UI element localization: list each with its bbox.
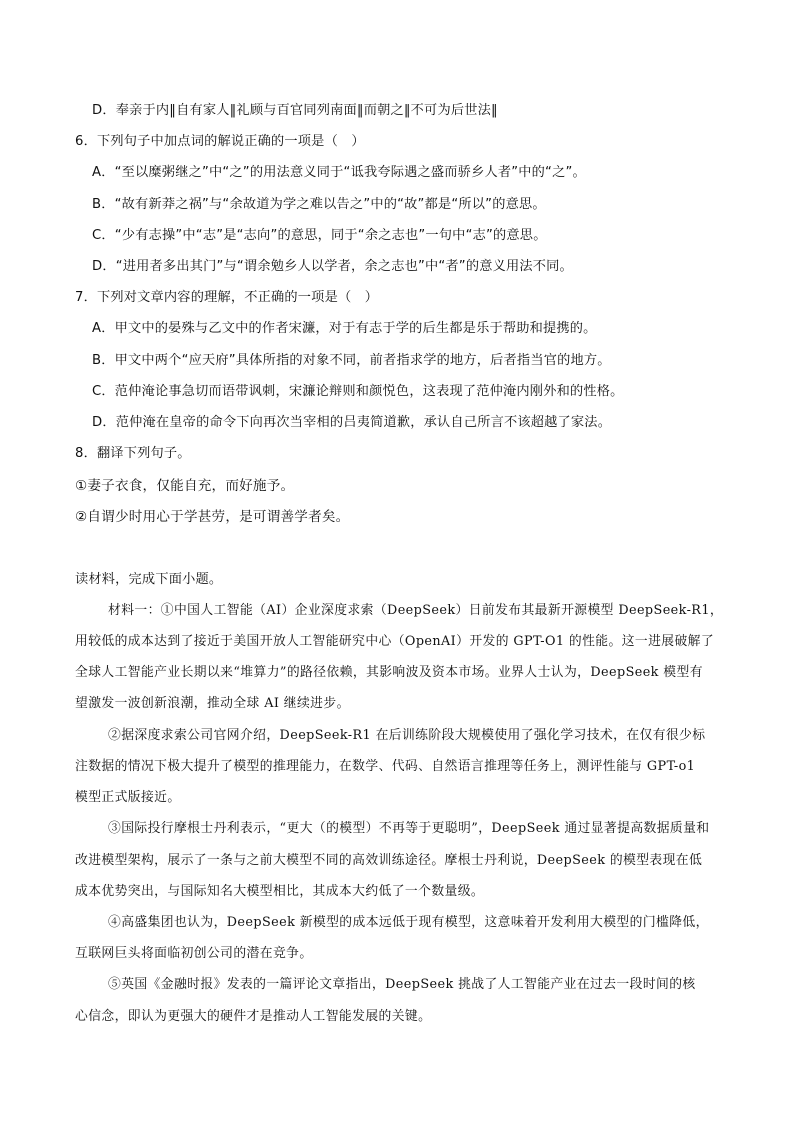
material-p2-line-3: 模型正式版接近。 [75, 790, 181, 805]
material-p3-line-2: 改进模型架构，展示了一条与之前大模型不同的高效训练途径。摩根士丹利说，DeepSeek 的模型表现在低 [75, 853, 703, 868]
question-7-option-d: D．范仲淹在皇帝的命令下向再次当宰相的吕夷简道歉，承认自己所言不该超越了家法。 [92, 415, 612, 430]
material-p3-line-1: ③国际投行摩根士丹利表示，“更大（的模型）不再等于更聪明”，DeepSeek 通过显著提高数据质量和 [108, 821, 710, 836]
material-p1-line-3: 全球人工智能产业长期以来“堆算力”的路径依赖，其影响波及资本市场。业界人士认为，DeepSeek 模型有 [75, 665, 703, 680]
question-7-option-a: A．甲文中的晏殊与乙文中的作者宋濂，对于有志于学的后生都是乐于帮助和提携的。 [92, 321, 597, 336]
material-p4-line-1: ④高盛集团也认为，DeepSeek 新模型的成本远低于现有模型，这意味着开发利用大模型的门槛降低， [108, 915, 709, 930]
question-7-option-b: B．甲文中两个“应天府”具体所指的对象不同，前者指求学的地方，后者指当官的地方。 [92, 353, 611, 368]
translation-item-2: ②自谓少时用心于学甚劳，是可谓善学者矣。 [75, 509, 350, 525]
material-p1-line-1: 材料一：①中国人工智能（AI）企业深度求索（DeepSeek）日前发布其最新开源模型 DeepSeek-R1， [108, 603, 724, 618]
material-p1-line-2: 用较低的成本达到了接近于美国开放人工智能研究中心（OpenAI）开发的 GPT-O1 的性能。这一进展破解了 [75, 634, 715, 649]
material-p2-line-1: ②据深度求索公司官网介绍，DeepSeek-R1 在后训练阶段大规模使用了强化学习技术，在仅有很少标 [108, 728, 706, 743]
question-8-stem: 8．翻译下列句子。 [75, 446, 191, 461]
material-p2-line-2: 注数据的情况下极大提升了模型的推理能力，在数学、代码、自然语言推理等任务上，测评性能与 GPT-o1 [75, 759, 696, 774]
question-7-option-c: C．范仲淹论事急切而语带讽刺，宋濂论辩则和颜悦色，这表现了范仲淹内刚外和的性格。 [92, 384, 624, 399]
material-p4-line-2: 互联网巨头将面临初创公司的潜在竞争。 [75, 946, 313, 961]
previous-question-option-d: D．奉亲于内‖自有家人‖礼顾与百官同列南面‖而朝之‖不可为后世法‖ [92, 103, 498, 118]
material-p3-line-3: 成本优势突出，与国际知名大模型相比，其成本大约低了一个数量级。 [75, 884, 485, 899]
question-6-option-c: C．“少有志操”中“志”是“志向”的意思，同于“余之志也”一句中“志”的意思。 [92, 228, 547, 243]
material-p1-line-4: 望激发一波创新浪潮，推动全球 AI 继续进步。 [75, 696, 350, 711]
material-p5-line-1: ⑤英国《金融时报》发表的一篇评论文章指出，DeepSeek 挑战了人工智能产业在过去一段时间的核 [108, 977, 696, 992]
question-6-option-b: B．“故有新莽之祸”与“余故道为学之难以告之”中的“故”都是“所以”的意思。 [92, 197, 546, 212]
translation-item-1: ①妻子衣食，仅能自充，而好施予。 [75, 478, 295, 494]
reading-intro: 读材料，完成下面小题。 [75, 572, 223, 587]
question-7-stem: 7．下列对文章内容的理解，不正确的一项是（ ） [75, 290, 379, 305]
question-6-option-a: A．“至以糜粥继之”中“之”的用法意义同于“诋我夸际遇之盛而骄乡人者”中的“之”。 [92, 165, 586, 180]
question-6-stem: 6．下列句子中加点词的解说正确的一项是（ ） [75, 134, 365, 149]
question-6-option-d: D．“进用者多出其门”与“谓余勉乡人以学者，余之志也”中“者”的意义用法不同。 [92, 259, 573, 274]
material-p5-line-2: 心信念，即认为更强大的硬件才是推动人工智能发展的关键。 [75, 1009, 432, 1024]
